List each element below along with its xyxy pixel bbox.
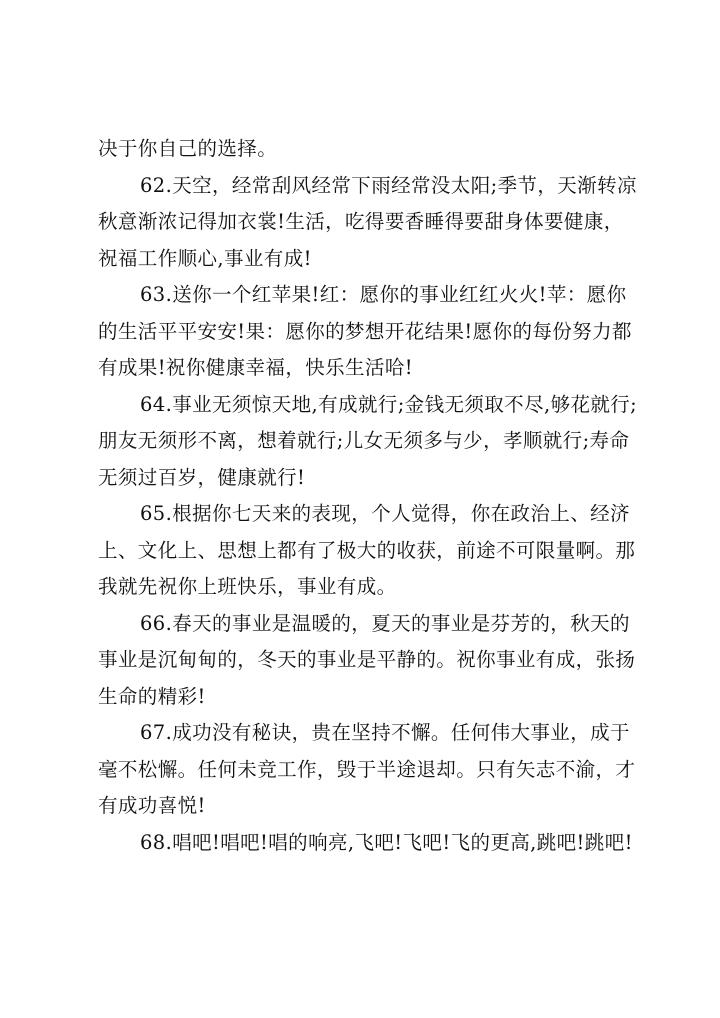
paragraph-66: 66.春天的事业是温暖的，夏天的事业是芬芳的，秋天的事业是沉甸甸的，冬天的事业是平静的。祝你事业有成，张扬生命的精彩! xyxy=(98,611,636,708)
paragraph-63: 63.送你一个红苹果!红：愿你的事业红红火火!苹：愿你的生活平平安安!果：愿你的梦想开花结果!愿你的每份努力都有成果!祝你健康幸福，快乐生活哈! xyxy=(98,283,632,379)
paragraph-65: 65.根据你七天来的表现，个人觉得，你在政治上、经济上、文化上、思想上都有了极大的收获，前途不可限量啊。那我就先祝你上班快乐，事业有成。 xyxy=(98,502,636,598)
paragraph-64: 64.事业无须惊天地,有成就行;金钱无须取不尽,够花就行;朋友无须形不离，想着就行;儿女无须多与少，孝顺就行;寿命无须过百岁，健康就行! xyxy=(98,392,638,489)
paragraph-62: 62.天空，经常刮风经常下雨经常没太阳;季节，天渐转凉秋意渐浓记得加衣裳!生活，吃得要香睡得要甜身体要健康，祝福工作顺心,事业有成! xyxy=(98,173,637,270)
document-body xyxy=(98,131,638,861)
paragraph-continuation: 决于你自己的选择。 xyxy=(98,137,278,160)
paragraph-67: 67.成功没有秘诀，贵在坚持不懈。任何伟大事业，成于毫不松懈。任何未竞工作，毁于半途退却。只有矢志不渝，才有成功喜悦! xyxy=(98,721,636,817)
paragraph-68: 68.唱吧!唱吧!唱的响亮,飞吧!飞吧!飞的更高,跳吧!跳吧! xyxy=(140,830,633,854)
